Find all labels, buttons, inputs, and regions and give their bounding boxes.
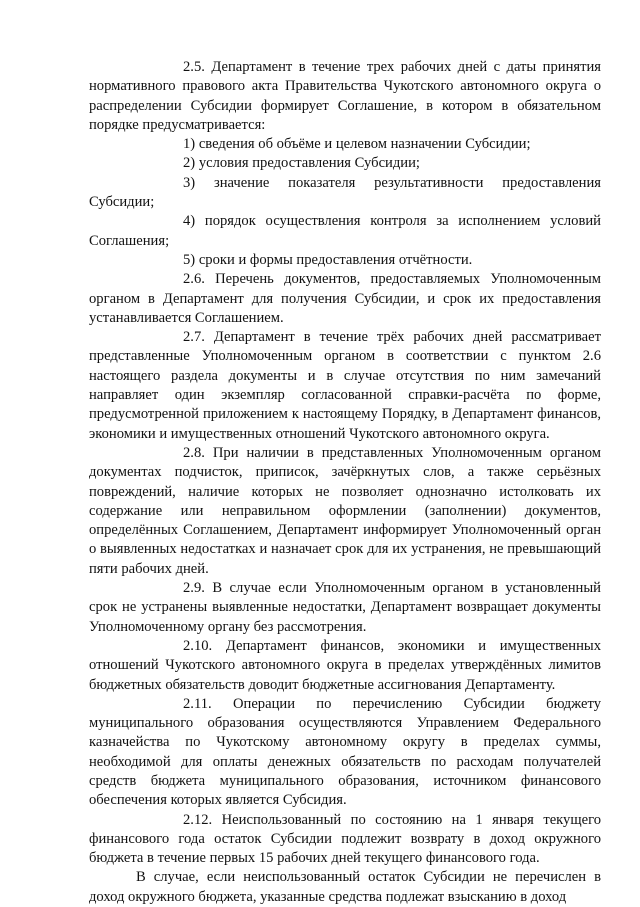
clause-number: 2.11.	[183, 695, 212, 712]
clause-text: Департамент финансов, экономики и имущественных отношений Чукотского автономного округа в пределах утверждённых лимитов бюджетных обязательств доводит бюджетные ассигнования Департаменту.	[89, 637, 601, 693]
paragraph-2-10	[89, 637, 601, 695]
clause-number: 2.6.	[183, 271, 205, 288]
clause-number: 2.7.	[183, 329, 205, 346]
item-text: сроки и формы предоставления отчётности.	[198, 251, 473, 268]
clause-number: 2.5.	[183, 59, 205, 75]
item-text: условия предоставления Субсидии;	[198, 155, 420, 172]
paragraph-2-8	[89, 444, 601, 579]
clause-number: 2.8.	[183, 444, 205, 461]
paragraph-2-12	[89, 811, 601, 869]
item-number: 5)	[183, 251, 196, 268]
paragraph-2-6	[89, 270, 601, 328]
list-item-4	[89, 212, 601, 251]
clause-text: Департамент в течение трех рабочих дней с даты принятия нормативного правового акта Правительства Чукотского автономного округа о распределении Субсидии формирует Соглашение, в котором в обязательном порядке предусматривается:	[89, 59, 602, 133]
paragraph-2-11	[89, 695, 601, 811]
item-number: 3)	[183, 174, 196, 191]
clause-text: Операции по перечислению Субсидии бюджету муниципального образования осуществляются Управлением Федерального казначейства по Чукотскому автономному округу в пределах суммы, необходимой для оплаты денежных обязательств по расходам получателей средств бюджета муниципального образования, источником финансового обеспечения которых является Субсидия.	[89, 695, 602, 809]
item-text: порядок осуществления контроля за исполнением условий Соглашения;	[89, 213, 601, 249]
clause-number: 2.12.	[183, 811, 213, 828]
document-page	[89, 58, 601, 907]
clause-number: 2.10.	[183, 637, 213, 654]
item-text: сведения об объёме и целевом назначении Субсидии;	[198, 136, 531, 153]
list-item-1	[89, 135, 601, 154]
clause-text: Неиспользованный по состоянию на 1 января текущего финансового года остаток Субсидии подлежит возврату в доход окружного бюджета в течение первых 15 рабочих дней текущего финансового года.	[89, 811, 601, 867]
list-item-5	[89, 251, 601, 270]
clause-text: Перечень документов, предоставляемых Уполномоченным органом в Департамент для получения Субсидии, и срок их предоставления устанавливается Соглашением.	[89, 271, 601, 326]
item-number: 2)	[183, 155, 196, 172]
clause-text: В случае, если неиспользованный остаток Субсидии не перечислен в доход окружного бюджета, указанные средства подлежат взысканию в доход	[89, 869, 601, 905]
clause-number: 2.9.	[183, 580, 205, 597]
list-item-2	[89, 154, 601, 173]
item-number: 1)	[183, 136, 196, 153]
list-item-3	[89, 174, 601, 213]
clause-text: В случае если Уполномоченным органом в установленный срок не устранены выявленные недостатки, Департамент возвращает документы Уполномоченному органу без рассмотрения.	[89, 580, 601, 635]
item-text: значение показателя результативности предоставления Субсидии;	[89, 174, 601, 211]
clause-text: Департамент в течение трёх рабочих дней рассматривает представленные Уполномоченным органом в соответствии с пунктом 2.6 настоящего раздела документы и в случае отсутствия по ним замечаний направляет один экземпляр согласованной справки-расчёта по форме, предусмотренной приложением к настоящему Порядку, в Департамент финансов, экономики и имущественных отношений Чукотского автономного округа.	[89, 329, 601, 442]
clause-text: При наличии в представленных Уполномоченным органом документах подчисток, приписок, зачёркнутых слов, а также серьёзных повреждений, наличие которых не позволяет однозначно истолковать их содержание или неправильном оформлении (заполнении) документов, определённых Соглашением, Департамент информирует Уполномоченный орган о выявленных недостатках и назначает срок для их устранения, не превышающий пяти рабочих дней.	[89, 444, 601, 577]
paragraph-2-9	[89, 579, 601, 637]
item-number: 4)	[183, 213, 196, 230]
paragraph-2-5	[89, 58, 601, 135]
paragraph-2-7	[89, 328, 601, 444]
paragraph-continuation	[89, 868, 601, 907]
